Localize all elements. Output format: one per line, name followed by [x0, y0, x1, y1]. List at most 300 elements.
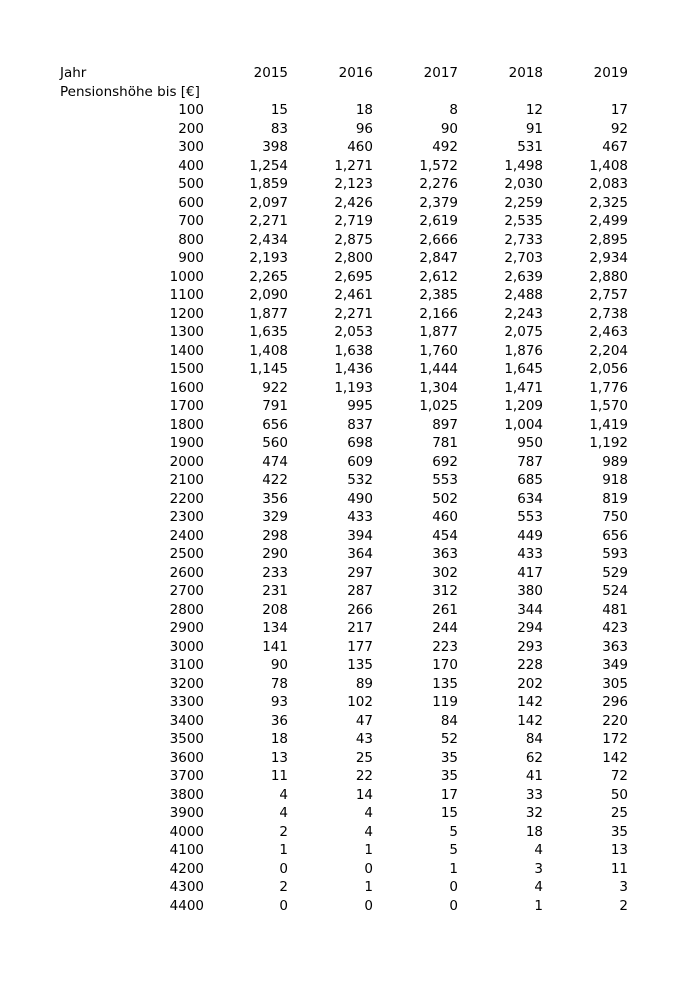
value-cell-2018: 91 [525, 120, 543, 137]
value-cell-2016: 2,695 [334, 268, 373, 285]
value-cell-2017: 781 [432, 435, 458, 451]
table-row [0, 471, 700, 490]
year-header-2016: 2016 [338, 65, 373, 81]
table-row [0, 249, 700, 268]
value-cell-2019: 1,570 [589, 398, 628, 414]
value-cell-2017: 1,877 [419, 324, 458, 340]
value-cell-2017: 302 [432, 564, 458, 581]
bracket-cell: 800 [178, 231, 204, 248]
bracket-cell: 2000 [169, 453, 204, 470]
bracket-cell: 600 [178, 194, 204, 211]
value-cell-2017: 1,025 [419, 398, 458, 414]
value-cell-2019: 423 [602, 620, 628, 636]
value-cell-2016: 1,271 [334, 157, 373, 174]
table-row [0, 545, 700, 564]
value-cell-2018: 4 [534, 842, 543, 858]
bracket-cell: 2200 [169, 490, 204, 507]
bracket-cell: 3700 [169, 768, 204, 784]
bracket-cell: 2900 [169, 620, 204, 636]
value-cell-2017: 1,444 [419, 361, 458, 377]
bracket-cell: 200 [178, 120, 204, 137]
table-row [0, 712, 700, 731]
value-cell-2015: 791 [262, 398, 288, 414]
value-cell-2019: 529 [602, 564, 628, 581]
value-cell-2017: 363 [432, 546, 458, 562]
value-cell-2015: 1,254 [249, 157, 288, 174]
value-cell-2018: 1,645 [504, 361, 543, 377]
table-row [0, 619, 700, 638]
value-cell-2016: 460 [347, 139, 373, 155]
bracket-cell: 500 [178, 176, 204, 192]
value-cell-2015: 298 [262, 527, 288, 544]
value-cell-2018: 787 [517, 453, 543, 470]
bracket-cell: 1400 [169, 342, 204, 359]
value-cell-2015: 4 [279, 805, 288, 821]
table-row [0, 749, 700, 768]
value-cell-2018: 18 [525, 823, 543, 840]
bracket-cell: 1300 [169, 324, 204, 340]
bracket-cell: 3300 [169, 694, 204, 710]
value-cell-2017: 2,276 [419, 176, 458, 192]
value-cell-2015: 18 [270, 731, 288, 747]
value-cell-2017: 692 [432, 453, 458, 470]
value-cell-2016: 532 [347, 472, 373, 488]
bracket-cell: 400 [178, 157, 204, 174]
bracket-cell: 700 [178, 213, 204, 229]
value-cell-2015: 422 [262, 472, 288, 488]
bracket-cell: 3200 [169, 675, 204, 692]
value-cell-2019: 2,757 [589, 287, 628, 303]
table-row [0, 860, 700, 879]
table-row [0, 656, 700, 675]
bracket-cell: 1900 [169, 435, 204, 451]
value-cell-2015: 2,265 [249, 268, 288, 285]
year-header-label: Jahr [60, 65, 87, 81]
bracket-cell: 4200 [169, 860, 204, 877]
value-cell-2017: 0 [449, 897, 458, 914]
value-cell-2019: 50 [610, 786, 628, 803]
value-cell-2016: 135 [347, 657, 373, 673]
value-cell-2016: 2,123 [334, 176, 373, 192]
value-cell-2017: 135 [432, 675, 458, 692]
value-cell-2016: 43 [355, 731, 373, 747]
bracket-cell: 2700 [169, 583, 204, 599]
value-cell-2019: 2,499 [589, 213, 628, 229]
value-cell-2019: 35 [610, 823, 628, 840]
value-cell-2015: 15 [270, 102, 288, 118]
value-cell-2018: 2,639 [504, 268, 543, 285]
table-row [0, 564, 700, 583]
table-row [0, 490, 700, 509]
value-cell-2017: 897 [432, 416, 458, 433]
value-cell-2019: 481 [602, 601, 628, 618]
value-cell-2019: 819 [602, 490, 628, 507]
value-cell-2015: 233 [262, 564, 288, 581]
value-cell-2019: 2 [619, 897, 628, 914]
bracket-cell: 4400 [169, 897, 204, 914]
bracket-cell: 2300 [169, 509, 204, 525]
value-cell-2018: 142 [517, 712, 543, 729]
value-cell-2018: 1,004 [504, 416, 543, 433]
value-cell-2015: 1,145 [249, 361, 288, 377]
value-cell-2019: 220 [602, 712, 628, 729]
value-cell-2018: 1,209 [504, 398, 543, 414]
value-cell-2017: 1,304 [419, 379, 458, 396]
value-cell-2015: 656 [262, 416, 288, 433]
bracket-cell: 3900 [169, 805, 204, 821]
value-cell-2015: 398 [262, 139, 288, 155]
value-cell-2017: 84 [440, 712, 458, 729]
value-cell-2019: 2,880 [589, 268, 628, 285]
value-cell-2018: 228 [517, 657, 543, 673]
value-cell-2019: 172 [602, 731, 628, 747]
bracket-cell: 3600 [169, 749, 204, 766]
bracket-cell: 1800 [169, 416, 204, 433]
value-cell-2016: 96 [355, 120, 373, 137]
value-cell-2018: 1,876 [504, 342, 543, 359]
value-cell-2018: 449 [517, 527, 543, 544]
value-cell-2017: 5 [449, 842, 458, 858]
bracket-cell: 3800 [169, 786, 204, 803]
value-cell-2019: 2,895 [589, 231, 628, 248]
bracket-cell: 3100 [169, 657, 204, 673]
value-cell-2019: 918 [602, 472, 628, 488]
value-cell-2018: 2,259 [504, 194, 543, 211]
value-cell-2018: 84 [525, 731, 543, 747]
table-row [0, 416, 700, 435]
value-cell-2019: 750 [602, 509, 628, 525]
value-cell-2016: 25 [355, 749, 373, 766]
value-cell-2018: 634 [517, 490, 543, 507]
value-cell-2019: 2,738 [589, 305, 628, 322]
bracket-cell: 3400 [169, 712, 204, 729]
value-cell-2019: 11 [610, 860, 628, 877]
value-cell-2019: 2,463 [589, 324, 628, 340]
table-row [0, 730, 700, 749]
value-cell-2018: 33 [525, 786, 543, 803]
value-cell-2017: 312 [432, 583, 458, 599]
value-cell-2016: 287 [347, 583, 373, 599]
value-cell-2017: 5 [449, 823, 458, 840]
value-cell-2016: 837 [347, 416, 373, 433]
value-cell-2017: 2,166 [419, 305, 458, 322]
value-cell-2016: 297 [347, 564, 373, 581]
year-header-2019: 2019 [593, 65, 628, 81]
pension-table [0, 64, 700, 915]
value-cell-2016: 266 [347, 601, 373, 618]
table-row [0, 527, 700, 546]
table-row [0, 194, 700, 213]
value-cell-2018: 62 [525, 749, 543, 766]
value-cell-2016: 2,461 [334, 287, 373, 303]
value-cell-2019: 92 [610, 120, 628, 137]
table-row [0, 878, 700, 897]
year-header-2015: 2015 [253, 65, 288, 81]
table-row [0, 286, 700, 305]
table-row [0, 675, 700, 694]
value-cell-2015: 1,877 [249, 305, 288, 322]
value-cell-2019: 17 [610, 102, 628, 118]
bracket-cell: 4000 [169, 823, 204, 840]
value-cell-2016: 47 [355, 712, 373, 729]
table-row [0, 601, 700, 620]
table-row [0, 157, 700, 176]
value-cell-2019: 1,192 [589, 435, 628, 451]
table-row [0, 841, 700, 860]
value-cell-2015: 13 [270, 749, 288, 766]
value-cell-2016: 2,053 [334, 324, 373, 340]
value-cell-2016: 2,800 [334, 250, 373, 266]
value-cell-2018: 293 [517, 638, 543, 655]
value-cell-2019: 656 [602, 527, 628, 544]
bracket-cell: 2100 [169, 472, 204, 488]
value-cell-2017: 502 [432, 490, 458, 507]
value-cell-2016: 490 [347, 490, 373, 507]
table-row [0, 434, 700, 453]
value-cell-2019: 2,204 [589, 342, 628, 359]
bracket-cell: 100 [178, 102, 204, 118]
value-cell-2018: 1,471 [504, 379, 543, 396]
value-cell-2017: 2,379 [419, 194, 458, 211]
value-cell-2017: 2,385 [419, 287, 458, 303]
value-cell-2019: 142 [602, 749, 628, 766]
value-cell-2016: 394 [347, 527, 373, 544]
value-cell-2016: 1,436 [334, 361, 373, 377]
bracket-cell: 900 [178, 250, 204, 266]
value-cell-2017: 1,572 [419, 157, 458, 174]
value-cell-2016: 0 [364, 897, 373, 914]
table-row [0, 231, 700, 250]
value-cell-2015: 208 [262, 601, 288, 618]
bracket-cell: 2400 [169, 527, 204, 544]
value-cell-2018: 2,075 [504, 324, 543, 340]
value-cell-2016: 0 [364, 860, 373, 877]
value-cell-2018: 950 [517, 435, 543, 451]
value-cell-2016: 2,875 [334, 231, 373, 248]
bracket-cell: 2800 [169, 601, 204, 618]
value-cell-2015: 922 [262, 379, 288, 396]
table-row [0, 693, 700, 712]
value-cell-2015: 11 [270, 768, 288, 784]
value-cell-2015: 83 [270, 120, 288, 137]
value-cell-2019: 13 [610, 842, 628, 858]
value-cell-2017: 0 [449, 879, 458, 895]
year-header-row [0, 64, 700, 83]
bracket-cell: 3000 [169, 638, 204, 655]
value-cell-2016: 364 [347, 546, 373, 562]
value-cell-2015: 356 [262, 490, 288, 507]
value-cell-2017: 1,760 [419, 342, 458, 359]
value-cell-2019: 296 [602, 694, 628, 710]
value-cell-2015: 474 [262, 453, 288, 470]
table-row [0, 120, 700, 139]
value-cell-2019: 2,083 [589, 176, 628, 192]
value-cell-2015: 1,635 [249, 324, 288, 340]
value-cell-2017: 460 [432, 509, 458, 525]
table-row [0, 175, 700, 194]
value-cell-2017: 553 [432, 472, 458, 488]
value-cell-2019: 3 [619, 879, 628, 895]
value-cell-2015: 36 [270, 712, 288, 729]
value-cell-2017: 35 [440, 768, 458, 784]
value-cell-2016: 995 [347, 398, 373, 414]
table-row [0, 379, 700, 398]
value-cell-2016: 177 [347, 638, 373, 655]
value-cell-2015: 290 [262, 546, 288, 562]
value-cell-2019: 593 [602, 546, 628, 562]
value-cell-2018: 433 [517, 546, 543, 562]
value-cell-2016: 2,426 [334, 194, 373, 211]
value-cell-2019: 305 [602, 675, 628, 692]
value-cell-2015: 2,434 [249, 231, 288, 248]
bracket-cell: 1100 [169, 287, 204, 303]
table-row [0, 212, 700, 231]
value-cell-2018: 1 [534, 897, 543, 914]
value-cell-2015: 231 [262, 583, 288, 599]
bracket-header-row [0, 83, 700, 102]
value-cell-2016: 22 [355, 768, 373, 784]
value-cell-2016: 2,719 [334, 213, 373, 229]
bracket-cell: 300 [178, 139, 204, 155]
value-cell-2016: 1 [364, 879, 373, 895]
table-row [0, 582, 700, 601]
value-cell-2016: 4 [364, 805, 373, 821]
value-cell-2015: 2,090 [249, 287, 288, 303]
table-row [0, 767, 700, 786]
value-cell-2017: 261 [432, 601, 458, 618]
value-cell-2017: 2,847 [419, 250, 458, 266]
table-row [0, 323, 700, 342]
table-row [0, 786, 700, 805]
value-cell-2015: 4 [279, 786, 288, 803]
value-cell-2019: 467 [602, 139, 628, 155]
value-cell-2018: 685 [517, 472, 543, 488]
value-cell-2018: 531 [517, 139, 543, 155]
value-cell-2016: 1,638 [334, 342, 373, 359]
value-cell-2016: 18 [355, 102, 373, 118]
value-cell-2015: 329 [262, 509, 288, 525]
table-row [0, 638, 700, 657]
value-cell-2017: 1 [449, 860, 458, 877]
bracket-cell: 1500 [169, 361, 204, 377]
bracket-cell: 3500 [169, 731, 204, 747]
value-cell-2017: 35 [440, 749, 458, 766]
table-row [0, 804, 700, 823]
value-cell-2019: 25 [610, 805, 628, 821]
table-row [0, 342, 700, 361]
value-cell-2016: 217 [347, 620, 373, 636]
bracket-cell: 1700 [169, 398, 204, 414]
value-cell-2015: 1,408 [249, 342, 288, 359]
table-row [0, 138, 700, 157]
value-cell-2017: 119 [432, 694, 458, 710]
value-cell-2015: 560 [262, 435, 288, 451]
value-cell-2016: 14 [355, 786, 373, 803]
value-cell-2015: 2 [279, 823, 288, 840]
value-cell-2017: 223 [432, 638, 458, 655]
bracket-cell: 1000 [169, 268, 204, 285]
value-cell-2017: 2,619 [419, 213, 458, 229]
value-cell-2016: 102 [347, 694, 373, 710]
value-cell-2019: 2,056 [589, 361, 628, 377]
bracket-cell: 2500 [169, 546, 204, 562]
value-cell-2015: 1,859 [249, 176, 288, 192]
value-cell-2015: 2,271 [249, 213, 288, 229]
value-cell-2018: 2,243 [504, 305, 543, 322]
bracket-cell: 1600 [169, 379, 204, 396]
value-cell-2018: 12 [525, 102, 543, 118]
value-cell-2019: 2,934 [589, 250, 628, 266]
value-cell-2019: 1,419 [589, 416, 628, 433]
table-row [0, 508, 700, 527]
value-cell-2017: 170 [432, 657, 458, 673]
value-cell-2018: 294 [517, 620, 543, 636]
value-cell-2019: 363 [602, 638, 628, 655]
value-cell-2018: 32 [525, 805, 543, 821]
table-row [0, 453, 700, 472]
value-cell-2015: 0 [279, 860, 288, 877]
value-cell-2018: 2,733 [504, 231, 543, 248]
value-cell-2017: 8 [449, 102, 458, 118]
value-cell-2017: 2,612 [419, 268, 458, 285]
value-cell-2019: 349 [602, 657, 628, 673]
bracket-cell: 1200 [169, 305, 204, 322]
value-cell-2016: 89 [355, 675, 373, 692]
year-header-2017: 2017 [423, 65, 458, 81]
value-cell-2018: 2,535 [504, 213, 543, 229]
value-cell-2018: 3 [534, 860, 543, 877]
value-cell-2018: 344 [517, 601, 543, 618]
value-cell-2015: 2,193 [249, 250, 288, 266]
value-cell-2016: 433 [347, 509, 373, 525]
value-cell-2019: 2,325 [589, 194, 628, 211]
value-cell-2019: 1,776 [589, 379, 628, 396]
value-cell-2018: 1,498 [504, 157, 543, 174]
value-cell-2019: 989 [602, 453, 628, 470]
data-rows [0, 101, 700, 915]
bracket-cell: 4300 [169, 879, 204, 895]
value-cell-2018: 2,030 [504, 176, 543, 192]
value-cell-2019: 72 [610, 768, 628, 784]
value-cell-2018: 380 [517, 583, 543, 599]
value-cell-2015: 2 [279, 879, 288, 895]
value-cell-2016: 1 [364, 842, 373, 858]
year-header-2018: 2018 [508, 65, 543, 81]
value-cell-2015: 93 [270, 694, 288, 710]
table-row [0, 305, 700, 324]
table-row [0, 101, 700, 120]
value-cell-2017: 17 [440, 786, 458, 803]
value-cell-2015: 141 [262, 638, 288, 655]
value-cell-2017: 15 [440, 805, 458, 821]
value-cell-2018: 4 [534, 879, 543, 895]
value-cell-2018: 417 [517, 564, 543, 581]
value-cell-2015: 78 [270, 675, 288, 692]
value-cell-2015: 134 [262, 620, 288, 636]
table-row [0, 268, 700, 287]
table-row [0, 360, 700, 379]
value-cell-2017: 52 [440, 731, 458, 747]
value-cell-2015: 1 [279, 842, 288, 858]
value-cell-2018: 2,488 [504, 287, 543, 303]
value-cell-2018: 41 [525, 768, 543, 784]
value-cell-2016: 2,271 [334, 305, 373, 322]
bracket-header-label: Pensionshöhe bis [€] [60, 83, 200, 100]
value-cell-2017: 244 [432, 620, 458, 636]
value-cell-2019: 1,408 [589, 157, 628, 174]
value-cell-2016: 1,193 [334, 379, 373, 396]
value-cell-2018: 202 [517, 675, 543, 692]
